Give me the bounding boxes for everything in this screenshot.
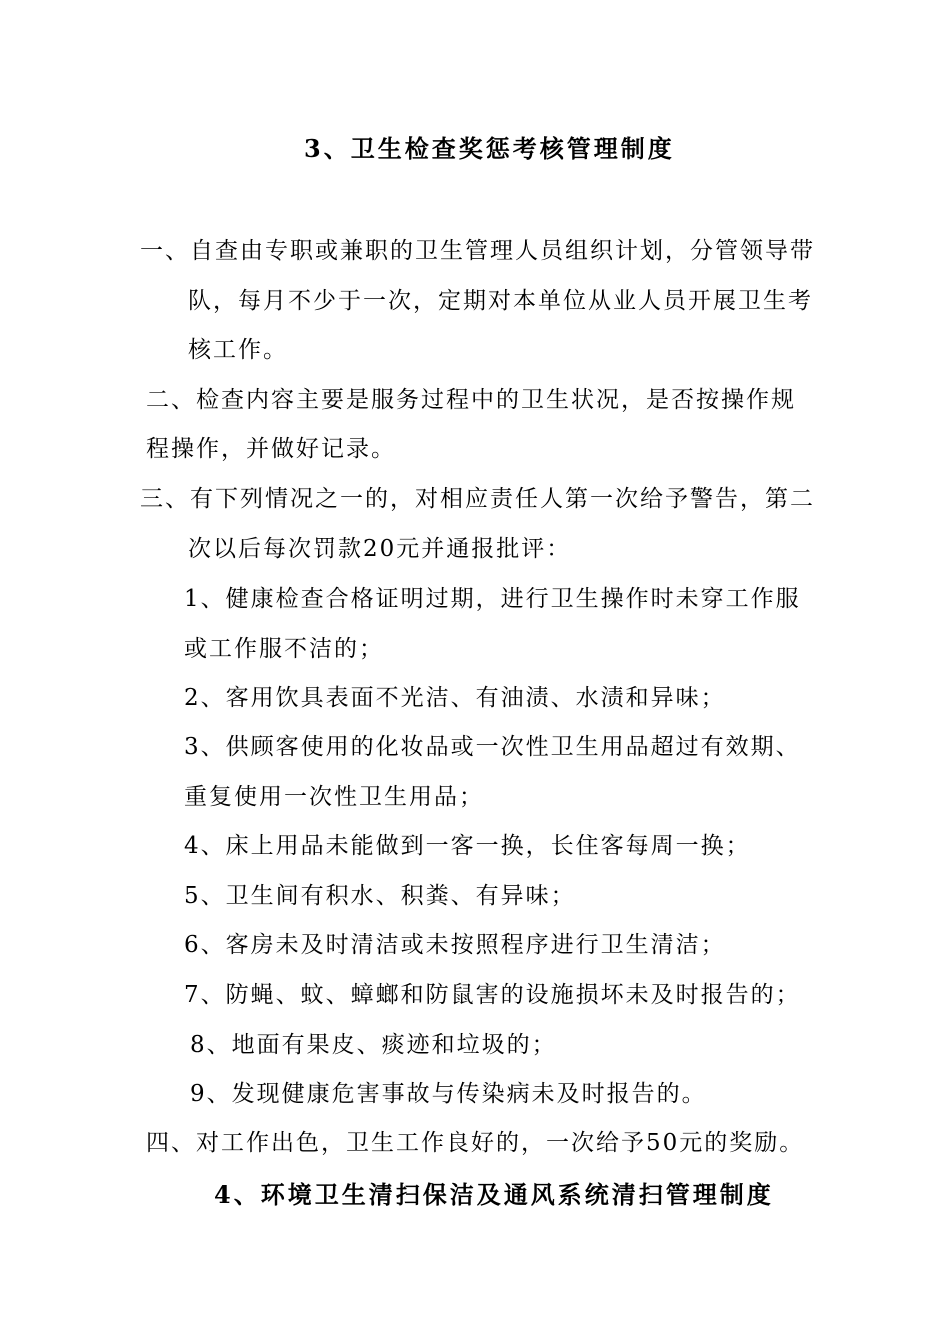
clause-4: 四、对工作出色，卫生工作良好的，一次给予50元的奖励。 (146, 1130, 805, 1156)
clause-1-line-1: 一、自查由专职或兼职的卫生管理人员组织计划，分管领导带 (140, 238, 815, 264)
clause-3-line-1: 三、有下列情况之一的，对相应责任人第一次给予警告，第二 (140, 486, 815, 512)
item-1-line-1: 1、健康检查合格证明过期，进行卫生操作时未穿工作服 (184, 586, 801, 612)
section-4-title: 4、环境卫生清扫保洁及通风系统清扫管理制度 (214, 1180, 774, 1209)
item-4: 4、床上用品未能做到一客一换，长住客每周一换； (184, 833, 751, 859)
item-1-line-2: 或工作服不洁的； (184, 636, 384, 662)
item-7: 7、防蝇、蚊、蟑螂和防鼠害的设施损坏未及时报告的； (184, 982, 801, 1008)
section-3-title: 3、卫生检查奖惩考核管理制度 (304, 134, 675, 163)
clause-3-line-2: 次以后每次罚款20元并通报批评： (188, 536, 572, 562)
clause-2-line-1: 二、检查内容主要是服务过程中的卫生状况，是否按操作规 (146, 387, 796, 413)
item-5: 5、卫生间有积水、积粪、有异味； (184, 883, 576, 909)
item-8: 8、地面有果皮、痰迹和垃圾的； (190, 1032, 557, 1058)
item-3-line-2: 重复使用一次性卫生用品； (184, 784, 484, 810)
clause-1-line-2: 队，每月不少于一次，定期对本单位从业人员开展卫生考 (188, 288, 813, 314)
item-2: 2、客用饮具表面不光洁、有油渍、水渍和异味； (184, 685, 726, 711)
item-3-line-1: 3、供顾客使用的化妆品或一次性卫生用品超过有效期、 (184, 734, 801, 760)
item-9: 9、发现健康危害事故与传染病未及时报告的。 (190, 1081, 707, 1107)
item-6: 6、客房未及时清洁或未按照程序进行卫生清洁； (184, 932, 726, 958)
clause-2-line-2: 程操作，并做好记录。 (146, 436, 396, 462)
clause-1-line-3: 核工作。 (188, 337, 288, 363)
